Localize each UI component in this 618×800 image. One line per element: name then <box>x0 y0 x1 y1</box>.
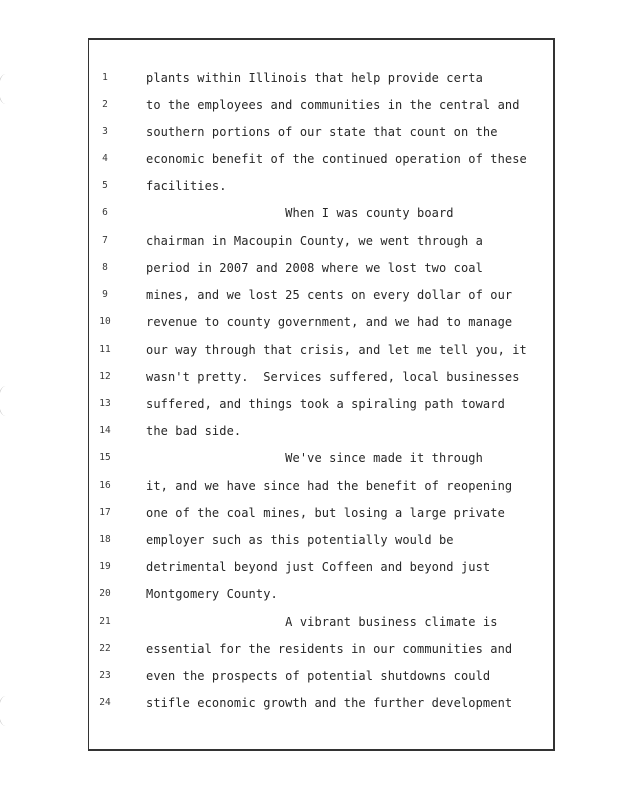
line-text: even the prospects of potential shutdowns could <box>146 669 491 683</box>
transcript-line <box>0 666 618 686</box>
line-number: 18 <box>99 534 111 545</box>
line-text: period in 2007 and 2008 where we lost two coal <box>146 261 483 275</box>
transcript-line <box>0 693 618 713</box>
line-number: 8 <box>102 262 108 273</box>
line-number: 14 <box>99 425 111 436</box>
line-number: 19 <box>99 561 111 572</box>
line-number: 23 <box>99 670 111 681</box>
transcript-line <box>0 584 618 604</box>
line-text: detrimental beyond just Coffeen and beyond just <box>146 560 491 574</box>
line-text: essential for the residents in our communities and <box>146 642 513 656</box>
transcript-line <box>0 448 618 468</box>
line-text: mines, and we lost 25 cents on every dollar of our <box>146 288 513 302</box>
line-text: one of the coal mines, but losing a large private <box>146 506 505 520</box>
line-text: plants within Illinois that help provide certa <box>146 71 483 85</box>
line-text: When I was county board <box>146 206 454 220</box>
transcript-line <box>0 340 618 360</box>
line-text: facilities. <box>146 179 227 193</box>
line-number: 7 <box>102 235 108 246</box>
line-number: 10 <box>99 316 111 327</box>
transcript-line <box>0 258 618 278</box>
line-number: 13 <box>99 398 111 409</box>
transcript-line <box>0 285 618 305</box>
transcript-line <box>0 95 618 115</box>
line-number: 2 <box>102 99 108 110</box>
line-text: We've since made it through <box>146 451 483 465</box>
line-number: 3 <box>102 126 108 137</box>
transcript-line <box>0 149 618 169</box>
transcript-line <box>0 231 618 251</box>
line-text: economic benefit of the continued operation of these <box>146 152 527 166</box>
line-text: employer such as this potentially would be <box>146 533 454 547</box>
line-number: 22 <box>99 643 111 654</box>
line-number: 4 <box>102 153 108 164</box>
transcript-line <box>0 176 618 196</box>
line-text: wasn't pretty. Services suffered, local businesses <box>146 370 520 384</box>
line-number: 17 <box>99 507 111 518</box>
transcript-line <box>0 639 618 659</box>
line-text: suffered, and things took a spiraling path toward <box>146 397 505 411</box>
transcript-line <box>0 476 618 496</box>
transcript-line <box>0 367 618 387</box>
line-number: 5 <box>102 180 108 191</box>
line-text: stifle economic growth and the further development <box>146 696 513 710</box>
transcript-line <box>0 557 618 577</box>
transcript-line <box>0 394 618 414</box>
line-text: chairman in Macoupin County, we went through a <box>146 234 483 248</box>
transcript-line <box>0 612 618 632</box>
line-number: 24 <box>99 697 111 708</box>
line-number: 6 <box>102 207 108 218</box>
line-text: southern portions of our state that count on the <box>146 125 498 139</box>
transcript-line <box>0 68 618 88</box>
line-text: our way through that crisis, and let me tell you, it <box>146 343 527 357</box>
transcript-line <box>0 421 618 441</box>
transcript-line <box>0 203 618 223</box>
transcript-line <box>0 503 618 523</box>
line-number: 12 <box>99 371 111 382</box>
line-number: 1 <box>102 72 108 83</box>
line-number: 21 <box>99 616 111 627</box>
transcript-line <box>0 312 618 332</box>
transcript-line <box>0 530 618 550</box>
transcript-line <box>0 122 618 142</box>
line-number: 9 <box>102 289 108 300</box>
line-number: 16 <box>99 480 111 491</box>
line-text: it, and we have since had the benefit of reopening <box>146 479 513 493</box>
line-number: 20 <box>99 588 111 599</box>
line-text: revenue to county government, and we had to manage <box>146 315 513 329</box>
line-text: Montgomery County. <box>146 587 278 601</box>
line-text: to the employees and communities in the central and <box>146 98 520 112</box>
line-text: A vibrant business climate is <box>146 615 498 629</box>
line-text: the bad side. <box>146 424 242 438</box>
line-number: 15 <box>99 452 111 463</box>
line-number: 11 <box>99 344 111 355</box>
